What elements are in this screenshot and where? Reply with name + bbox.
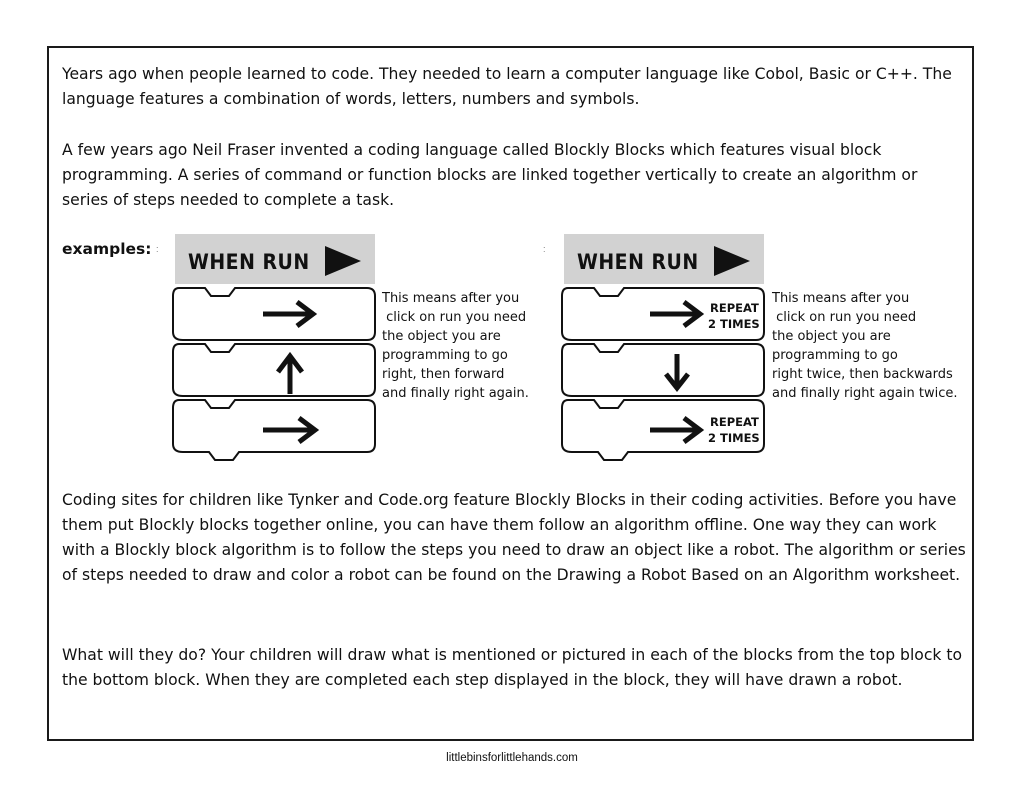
repeat-label: REPEAT [710,301,759,315]
repeat-label: REPEAT [710,415,759,429]
when-run-label: WHEN RUN [577,250,699,274]
examples-label: examples: [62,240,152,258]
when-run-label: WHEN RUN [188,250,310,274]
repeat-times-label: 2 TIMES [708,431,760,445]
stray-mark: : [543,244,546,254]
coding-sites-paragraph: Coding sites for children like Tynker and Code.org feature Blockly Blocks in their coding activities. Before you have them put Blockly blocks together online, you can have them follow an algorithm offline. One way they can work with a Blockly block algorithm is to follow the steps you need to draw an object like a robot. The algorithm or series of steps needed to draw and color a robot can be found on the Drawing a Robot Based on an Algorithm worksheet. [62,491,966,584]
intro-paragraph: Years ago when people learned to code. They needed to learn a computer language like Cobol, Basic or C++. The language features a combination of words, letters, numbers and symbols. [62,65,952,108]
what-will-they-do-paragraph: What will they do? Your children will draw what is mentioned or pictured in each of the blocks from the top block to the bottom block. When they are completed each step displayed in the block, they will have drawn a robot. [62,646,963,689]
example-1-explanation: This means after you click on run you need the object you are programming to go right, then forward and finally right again. [382,291,529,401]
example-2-explanation: This means after you click on run you need the object you are programming to go right twice, then backwards and finally right again twice. [772,291,958,401]
stray-mark: : [156,244,159,254]
blockly-example-2 [552,232,772,482]
repeat-times-label: 2 TIMES [708,317,760,331]
site-footer: littlebinsforlittlehands.com [446,752,578,764]
command-block-2 [562,344,764,396]
blockly-paragraph: A few years ago Neil Fraser invented a coding language called Blockly Blocks which features visual block programming. A series of command or function blocks are linked together vertically to create an algorithm or series of steps needed to complete a task. [62,141,918,209]
command-block-2 [173,344,375,396]
blockly-example-1 [163,232,383,482]
